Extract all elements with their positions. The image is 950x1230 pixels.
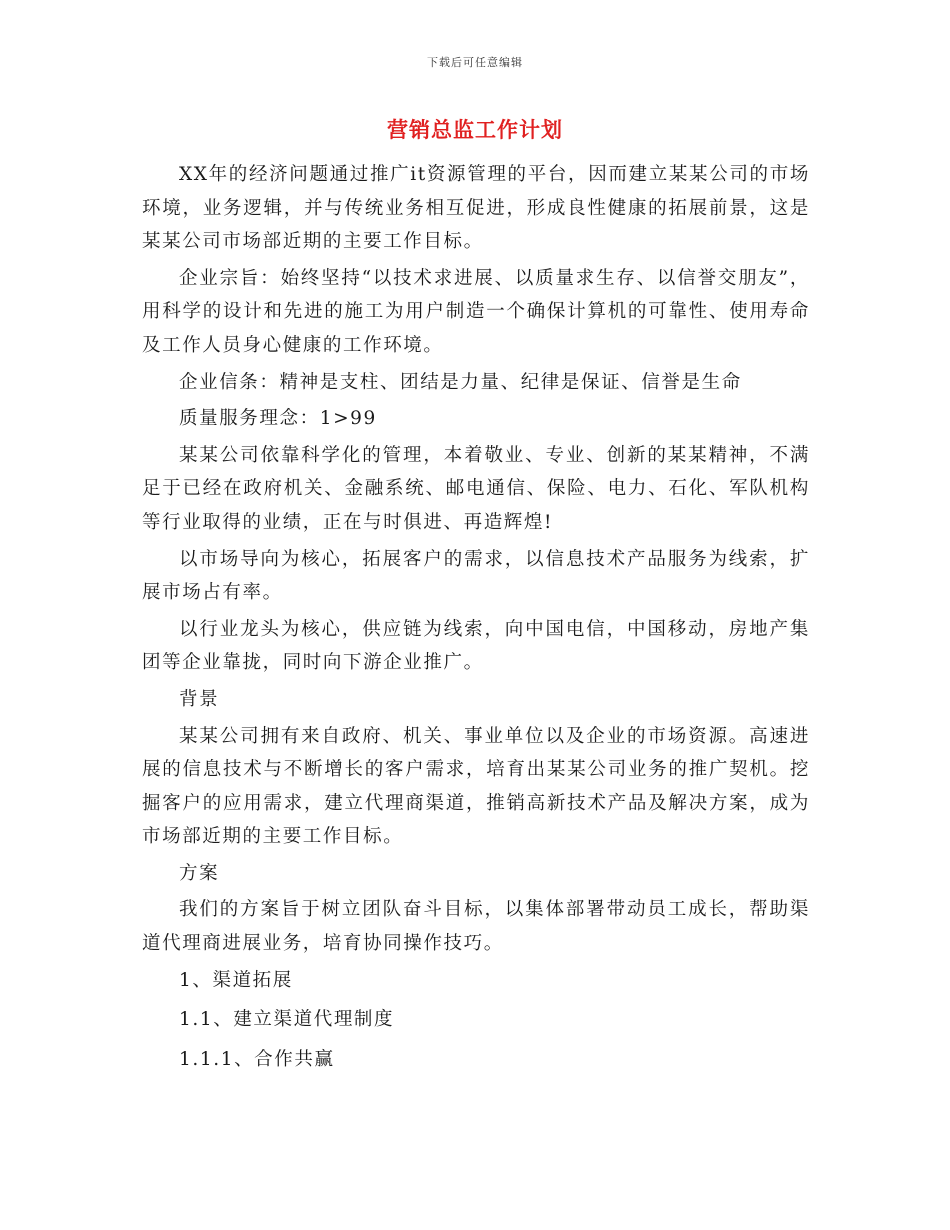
numbered-item-win-win: 1.1.1、合作共赢	[179, 1048, 335, 1070]
section-heading-background: 背景	[179, 688, 220, 710]
numbered-item-agent-system: 1.1、建立渠道代理制度	[179, 1009, 395, 1031]
paragraph-mission: 企业宗旨：始终坚持“以技术求进展、以质量求生存、以信誉交朋友”，用科学的设计和先进的施工为用户制造一个确保计算机的可靠性、使用寿命及工作人员身心健康的工作环境。	[142, 267, 810, 356]
paragraph-management: 某某公司依靠科学化的管理，本着敬业、专业、创新的某某精神，不满足于已经在政府机关、金融系统、邮电通信、保险、电力、石化、军队机构等行业取得的业绩，正在与时俱进、再造辉煌!	[142, 444, 810, 533]
paragraph-background: 某某公司拥有来自政府、机关、事业单位以及企业的市场资源。高速进展的信息技术与不断增长的客户需求，培育出某某公司业务的推广契机。挖掘客户的应用需求，建立代理商渠道，推销高新技术产品及解决方案，成为市场部近期的主要工作目标。	[142, 725, 810, 848]
paragraph-intro: XX年的经济问题通过推广it资源管理的平台，因而建立某某公司的市场环境，业务逻辑，并与传统业务相互促进，形成良性健康的拓展前景，这是某某公司市场部近期的主要工作目标。	[142, 164, 810, 253]
document-title: 营销总监工作计划	[387, 118, 563, 142]
header-note: 下载后可任意编辑	[427, 56, 523, 69]
paragraph-plan: 我们的方案旨于树立团队奋斗目标，以集体部署带动员工成长，帮助渠道代理商进展业务，培育协同操作技巧。	[142, 899, 810, 955]
numbered-item-channel-expansion: 1、渠道拓展	[179, 969, 293, 991]
document-body	[142, 158, 810, 1082]
section-heading-plan: 方案	[179, 862, 220, 884]
paragraph-service-concept: 质量服务理念：1>99	[179, 408, 377, 430]
paragraph-creed: 企业信条：精神是支柱、团结是力量、纪律是保证、信誉是生命	[179, 371, 742, 393]
paragraph-market-core: 以市场导向为核心，拓展客户的需求，以信息技术产品服务为线索，扩展市场占有率。	[142, 548, 810, 604]
paragraph-industry-core: 以行业龙头为核心，供应链为线索，向中国电信，中国移动，房地产集团等企业靠拢，同时向下游企业推广。	[142, 618, 810, 674]
